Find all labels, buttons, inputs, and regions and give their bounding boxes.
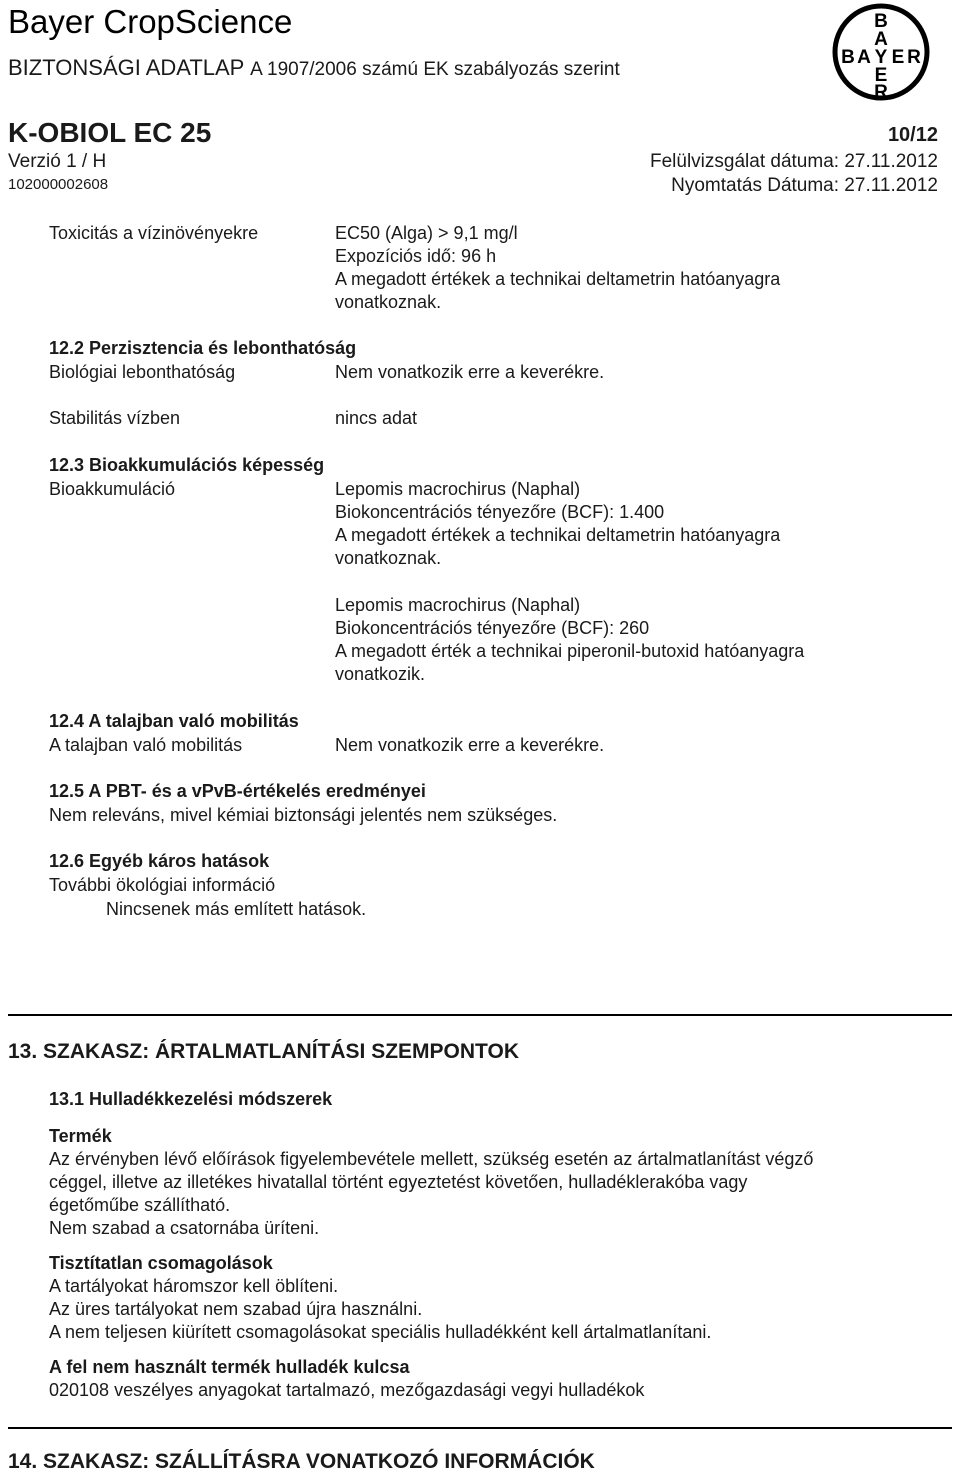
text-line: Az üres tartályokat nem szabad újra használni.	[49, 1299, 423, 1319]
logo-letter-bottom: R	[874, 82, 888, 102]
packaging-disposal-text	[49, 1275, 711, 1344]
waste-key-text: 020108 veszélyes anyagokat tartalmazó, mezőgazdasági vegyi hulladékok	[49, 1380, 645, 1400]
text-line: Expozíciós idő: 96 h	[335, 246, 497, 266]
document-type-label: BIZTONSÁGI ADATLAP	[8, 55, 244, 80]
biodegradability-value: Nem vonatkozik erre a keverékre.	[335, 362, 605, 382]
waste-key-label: A fel nem használt termék hulladék kulcsa	[49, 1357, 410, 1377]
document-type	[8, 55, 620, 81]
logo-letter-e: E	[891, 47, 905, 68]
text-line: A megadott értékek a technikai deltametrin hatóanyagra	[335, 269, 781, 289]
pbt-assessment-text: Nem releváns, mivel kémiai biztonsági jelentés nem szükséges.	[49, 805, 558, 825]
soil-mobility-label: A talajban való mobilitás	[49, 735, 243, 755]
section-12-5-title: 12.5 A PBT- és a vPvB-értékelés eredményei	[49, 781, 426, 801]
bayer-cross-logo	[831, 2, 931, 102]
bioaccumulation-label: Bioakkumuláció	[49, 479, 176, 499]
regulation-reference: A 1907/2006 számú EK szabályozás szerint	[250, 59, 620, 80]
logo-letter-a2: A	[857, 47, 871, 68]
tox-aquatic-plants-value	[335, 222, 780, 314]
text-line: vonatkoznak.	[335, 292, 442, 312]
eco-info-label: További ökológiai információ	[49, 875, 276, 895]
print-date: Nyomtatás Dátuma: 27.11.2012	[671, 175, 938, 196]
text-line: vonatkozik.	[335, 664, 426, 684]
section-14-title: 14. SZAKASZ: SZÁLLÍTÁSRA VONATKOZÓ INFORMÁCIÓK	[8, 1450, 595, 1473]
text-line: Az érvényben lévő előírások figyelembevétele mellett, szükség esetén az ártalmatlanítást végző	[49, 1149, 814, 1169]
logo-letter-left: B	[841, 47, 855, 68]
text-line: A nem teljesen kiürített csomagolásokat speciális hulladékként kell ártalmatlanítani.	[49, 1322, 712, 1342]
text-line: EC50 (Alga) > 9,1 mg/l	[335, 223, 518, 243]
product-label: Termék	[49, 1126, 112, 1146]
document-number: 102000002608	[8, 176, 109, 193]
logo-letter-right: R	[907, 47, 921, 68]
water-stability-value: nincs adat	[335, 408, 418, 428]
version: Verzió 1 / H	[8, 151, 107, 172]
text-line: Biokoncentrációs tényezőre (BCF): 1.400	[335, 502, 665, 522]
logo-letter-a: A	[874, 29, 888, 50]
page-number: 10/12	[887, 124, 938, 146]
company-name: Bayer CropScience	[8, 3, 293, 40]
section-12-3-title: 12.3 Bioakkumulációs képesség	[49, 455, 325, 475]
soil-mobility-value: Nem vonatkozik erre a keverékre.	[335, 735, 605, 755]
section-12-4-title: 12.4 A talajban való mobilitás	[49, 711, 299, 731]
text-line: céggel, illetve az illetékes hivatallal történt egyeztetést követően, hulladéklerakóba vagy	[49, 1172, 748, 1192]
section-13-title: 13. SZAKASZ: ÁRTALMATLANÍTÁSI SZEMPONTOK	[8, 1040, 519, 1063]
packaging-label: Tisztítatlan csomagolások	[49, 1253, 273, 1273]
bioaccumulation-block-2	[335, 594, 804, 686]
eco-info-text: Nincsenek más említett hatások.	[106, 899, 367, 919]
text-line: Nem szabad a csatornába üríteni.	[49, 1218, 320, 1238]
text-line: vonatkoznak.	[335, 548, 442, 568]
text-line: A megadott érték a technikai piperonil-butoxid hatóanyagra	[335, 641, 805, 661]
text-line: Lepomis macrochirus (Naphal)	[335, 479, 581, 499]
section-12-6-title: 12.6 Egyéb káros hatások	[49, 851, 270, 871]
bioaccumulation-block-1	[335, 478, 780, 570]
text-line: égetőműbe szállítható.	[49, 1195, 231, 1215]
logo-letter-top: B	[874, 11, 888, 32]
logo-letter-y: Y	[874, 47, 888, 68]
text-line: Lepomis macrochirus (Naphal)	[335, 595, 581, 615]
logo-letter-e2: E	[874, 65, 888, 86]
water-stability-label: Stabilitás vízben	[49, 408, 181, 428]
section-divider	[8, 1427, 952, 1429]
text-line: Biokoncentrációs tényezőre (BCF): 260	[335, 618, 650, 638]
revision-date: Felülvizsgálat dátuma: 27.11.2012	[650, 151, 938, 172]
section-12-2-title: 12.2 Perzisztencia és lebonthatóság	[49, 338, 357, 358]
text-line: A megadott értékek a technikai deltametrin hatóanyagra	[335, 525, 781, 545]
text-line: A tartályokat háromszor kell öblíteni.	[49, 1276, 339, 1296]
product-disposal-text	[49, 1148, 813, 1240]
biodegradability-label: Biológiai lebonthatóság	[49, 362, 236, 382]
product-name: K-OBIOL EC 25	[8, 117, 212, 148]
section-13-1-title: 13.1 Hulladékkezelési módszerek	[49, 1089, 333, 1109]
tox-aquatic-plants-label: Toxicitás a vízinövényekre	[49, 223, 259, 243]
section-divider	[8, 1014, 952, 1016]
